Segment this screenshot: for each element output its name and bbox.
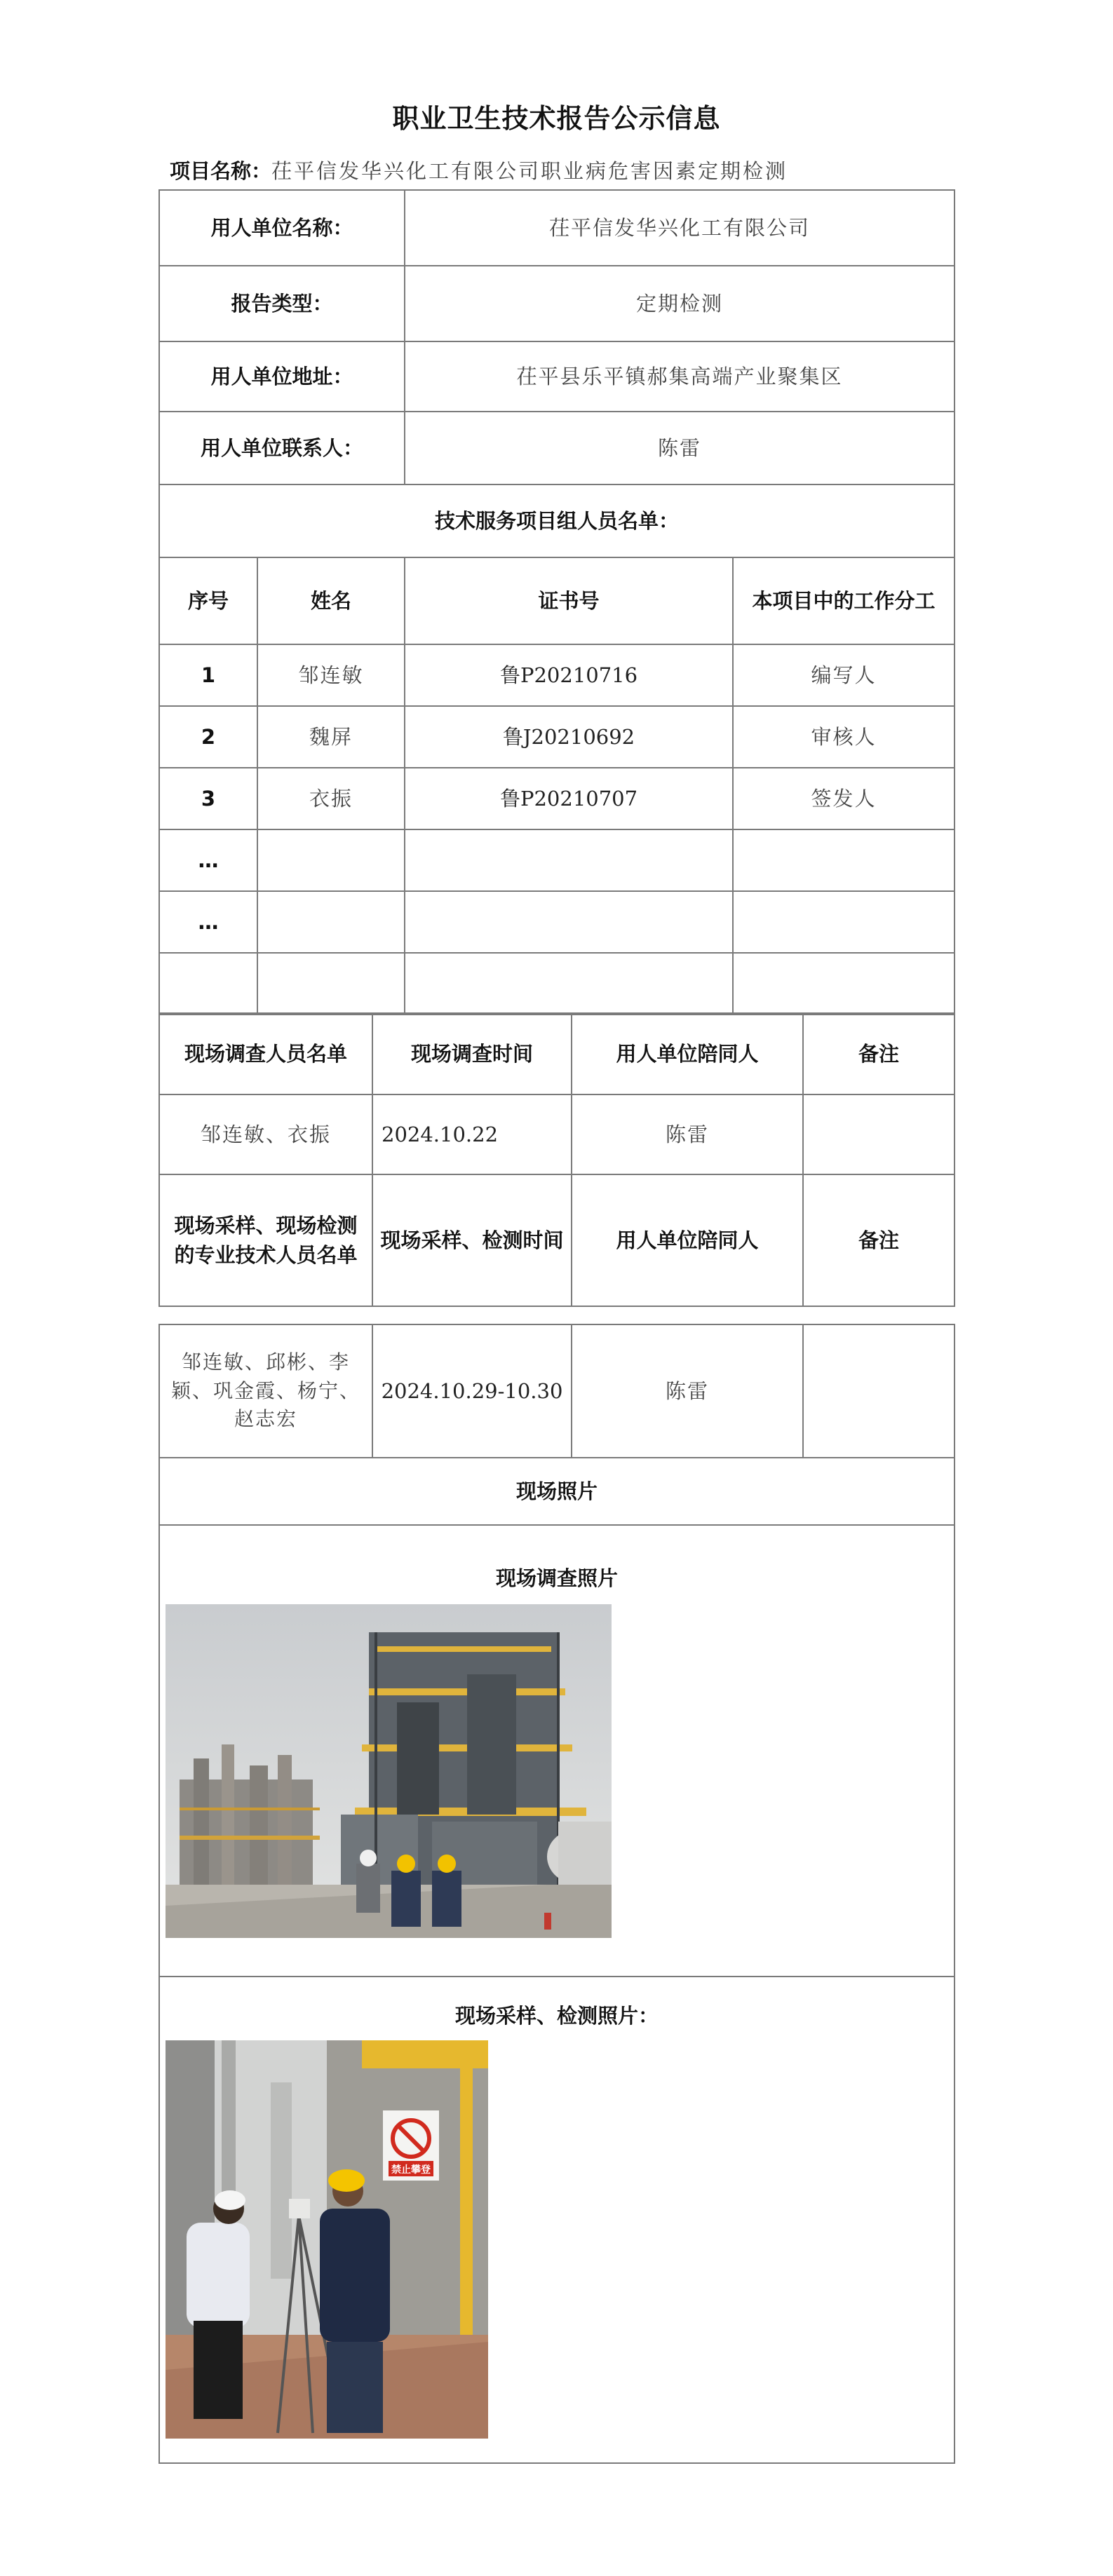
table-row (159, 891, 955, 953)
info-row-report-type (159, 266, 955, 341)
table-row (159, 706, 955, 768)
team-row-role: 审核人 (733, 706, 955, 768)
sampling-photo (166, 2040, 488, 2439)
team-row-no: … (159, 891, 257, 953)
col-header-no: 序号 (159, 557, 257, 644)
team-row-cert (405, 891, 733, 953)
sampling-staff-header: 现场采样、现场检测的专业技术人员名单 (159, 1174, 372, 1306)
warning-sign-text: 禁止攀登 (391, 2164, 431, 2176)
team-row-role: 签发人 (733, 768, 955, 829)
team-row-cert: 鲁P20210707 (405, 768, 733, 829)
table-row (159, 829, 955, 891)
sampling-photo-caption: 现场采样、检测照片： (454, 2003, 659, 2028)
info-table (158, 189, 955, 1015)
employer-contact-value: 陈雷 (405, 412, 955, 484)
sampling-header-row (159, 1174, 955, 1306)
table-row (159, 768, 955, 829)
survey-escort-value: 陈雷 (572, 1094, 803, 1174)
team-row-role (733, 829, 955, 891)
employer-address-label: 用人单位地址： (159, 341, 405, 412)
team-row-name: 邹连敏 (257, 644, 405, 706)
survey-header-row (159, 1013, 955, 1094)
photos-heading: 现场照片 (159, 1458, 955, 1525)
sampling-staff-value: 邹连敏、邱彬、李颖、巩金霞、杨宁、赵志宏 (159, 1324, 372, 1458)
sampling-time-header: 现场采样、检测时间 (372, 1174, 572, 1306)
team-row-no (159, 953, 257, 1015)
photo-table (158, 1324, 955, 2464)
team-row-cert (405, 953, 733, 1015)
team-row-role: 编写人 (733, 644, 955, 706)
employer-name-label: 用人单位名称： (159, 190, 405, 266)
team-heading: 技术服务项目组人员名单： (159, 484, 955, 557)
sampling-time-value: 2024.10.29-10.30 (372, 1324, 572, 1458)
team-row-no: 2 (159, 706, 257, 768)
table-row (159, 644, 955, 706)
team-row-no: 3 (159, 768, 257, 829)
survey-staff-header: 现场调查人员名单 (159, 1013, 372, 1094)
employer-name-value: 茌平信发华兴化工有限公司 (405, 190, 955, 266)
info-row-employer (159, 190, 955, 266)
team-row-name: 衣振 (257, 768, 405, 829)
info-row-address (159, 341, 955, 412)
sampling-photo-cell (159, 1977, 955, 2463)
team-row-name (257, 953, 405, 1015)
sampling-note-value (803, 1324, 955, 1458)
sampling-data-row (159, 1324, 955, 1458)
survey-time-header: 现场调查时间 (372, 1013, 572, 1094)
team-row-cert (405, 829, 733, 891)
team-row-cert: 鲁J20210692 (405, 706, 733, 768)
sampling-note-header: 备注 (803, 1174, 955, 1306)
info-row-contact (159, 412, 955, 484)
sampling-escort-value: 陈雷 (572, 1324, 803, 1458)
survey-table (158, 1012, 955, 1307)
survey-photo-caption: 现场调查照片 (495, 1566, 618, 1590)
team-header-row (159, 557, 955, 644)
survey-photo (166, 1604, 612, 1938)
team-row-no: … (159, 829, 257, 891)
col-header-name: 姓名 (257, 557, 405, 644)
project-name (170, 156, 788, 184)
sampling-escort-header: 用人单位陪同人 (572, 1174, 803, 1306)
survey-time-value: 2024.10.22 (372, 1094, 572, 1174)
team-row-role (733, 891, 955, 953)
col-header-role: 本项目中的工作分工 (733, 557, 955, 644)
survey-photo-cell (159, 1525, 955, 1977)
team-row-no: 1 (159, 644, 257, 706)
team-row-name: 魏屏 (257, 706, 405, 768)
document-title: 职业卫生技术报告公示信息 (392, 103, 721, 134)
employer-contact-label: 用人单位联系人： (159, 412, 405, 484)
report-type-label: 报告类型： (159, 266, 405, 341)
survey-note-value (803, 1094, 955, 1174)
team-row-role (733, 953, 955, 1015)
project-name-value: 茌平信发华兴化工有限公司职业病危害因素定期检测 (271, 159, 788, 183)
col-header-cert: 证书号 (405, 557, 733, 644)
survey-note-header: 备注 (803, 1013, 955, 1094)
survey-escort-header: 用人单位陪同人 (572, 1013, 803, 1094)
team-row-cert: 鲁P20210716 (405, 644, 733, 706)
employer-address-value: 茌平县乐平镇郝集高端产业聚集区 (405, 341, 955, 412)
survey-data-row (159, 1094, 955, 1174)
team-row-name (257, 829, 405, 891)
survey-staff-value: 邹连敏、衣振 (159, 1094, 372, 1174)
table-row (159, 953, 955, 1015)
team-row-name (257, 891, 405, 953)
project-name-label: 项目名称： (170, 159, 272, 183)
report-type-value: 定期检测 (405, 266, 955, 341)
